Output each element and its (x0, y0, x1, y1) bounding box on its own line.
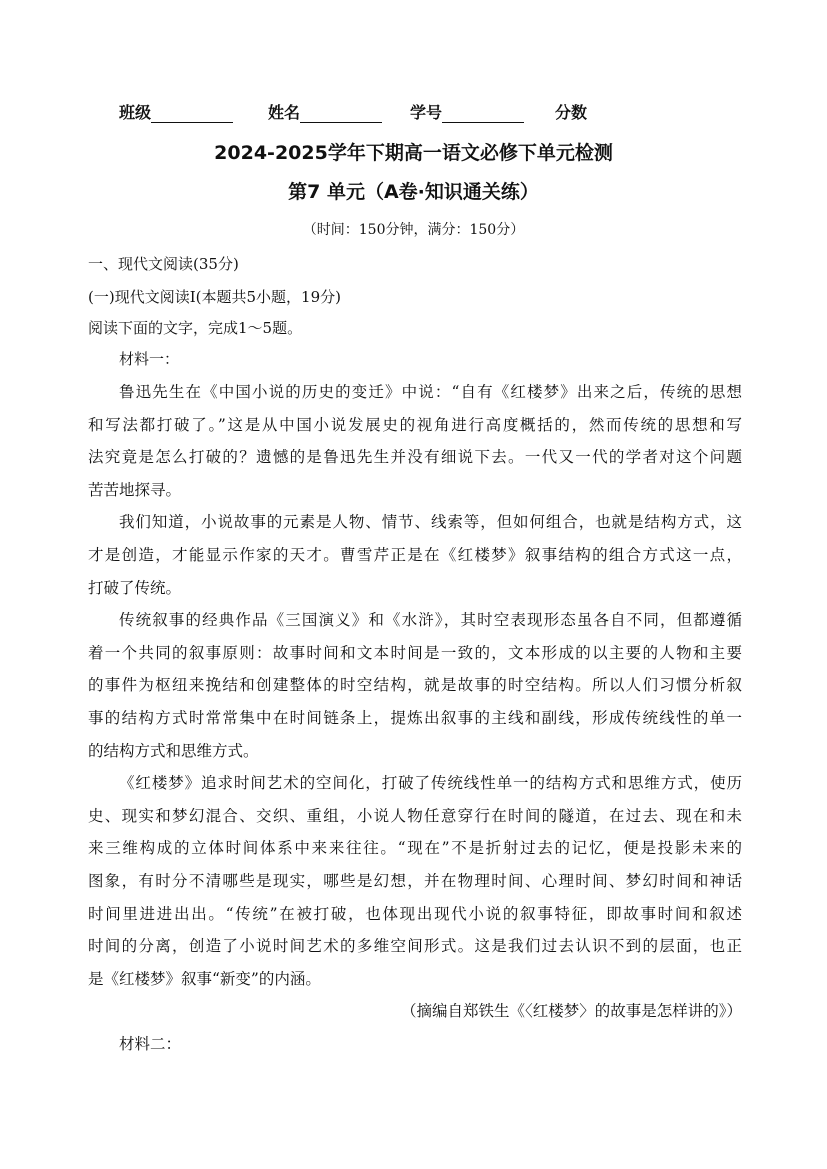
paragraph-line: 图象，有时分不清哪些是现实，哪些是幻想，并在物理时间、心理时间、梦幻时间和神话 (88, 871, 742, 890)
page-title: 2024-2025学年下期高一语文必修下单元检测 (214, 142, 613, 164)
paragraph-line: 时间的分离，创造了小说时间艺术的多维空间形式。这是我们过去认识不到的层面，也正 (88, 937, 742, 956)
subsection-heading: (一)现代文阅读Ⅰ(本题共5小题，19分) (88, 288, 341, 306)
paragraph-line: 打破了传统。 (88, 578, 182, 597)
class-field[interactable] (119, 100, 233, 123)
name-blank[interactable] (300, 106, 382, 123)
paragraph-line: 的事件为枢纽来挽结和创建整体的时空结构，就是故事的时空结构。所以人们习惯分析叙 (88, 676, 742, 695)
class-label: 班级 (119, 103, 152, 122)
student-id-field[interactable] (410, 100, 524, 123)
paragraph-line: 鲁迅先生在《中国小说的历史的变迁》中说：“自有《红楼梦》出来之后，传统的思想 (119, 383, 742, 401)
paragraph-line: 是《红楼梦》叙事“新变”的内涵。 (88, 969, 321, 988)
student-id-label: 学号 (410, 103, 443, 122)
paragraph-line: 《红楼梦》追求时间艺术的空间化，打破了传统线性单一的结构方式和思维方式，使历 (119, 774, 742, 793)
paragraph-line: 和写法都打破了。”这是从中国小说发展史的视角进行高度概括的，然而传统的思想和写 (88, 415, 742, 434)
passage-body (88, 376, 742, 1060)
paragraph-line: 苦苦地探寻。 (88, 480, 182, 499)
instruction: 阅读下面的文字，完成1～5题。 (88, 319, 303, 337)
section-heading: 一、现代文阅读(35分) (88, 255, 239, 273)
page-subtitle: 第7 单元（A卷·知识通关练） (288, 181, 539, 203)
score-label: 分数 (555, 103, 588, 122)
paragraph-line: 着一个共同的叙事原则：故事时间和文本时间是一致的，文本形成的以主要的人物和主要 (88, 643, 742, 662)
paragraph-line: 我们知道，小说故事的元素是人物、情节、线索等，但如何组合，也就是结构方式，这 (119, 513, 742, 532)
material-one-label: 材料一： (119, 350, 180, 368)
paragraph-line: 时间里进进出出。“传统”在被打破，也体现出现代小说的叙事特征，即故事时间和叙述 (88, 904, 742, 923)
paragraph-line: 事的结构方式时常常集中在时间链条上，提炼出叙事的主线和副线，形成传统线性的单一 (88, 708, 742, 727)
material-two-label: 材料二： (119, 1034, 182, 1053)
exam-info: （时间：150分钟，满分：150分） (302, 222, 525, 238)
paragraph-line: 史、现实和梦幻混合、交织、重组，小说人物任意穿行在时间的隧道，在过去、现在和未 (88, 806, 742, 825)
citation: （摘编自郑铁生《〈红楼梦〉的故事是怎样讲的》） (400, 1002, 742, 1021)
paragraph-line: 法究竟是怎么打破的？遗憾的是鲁迅先生并没有细说下去。一代又一代的学者对这个问题 (88, 448, 742, 467)
student-id-blank[interactable] (442, 106, 524, 123)
paragraph-line: 传统叙事的经典作品《三国演义》和《水浒》，其时空表现形态虽各自不同，但都遵循 (119, 611, 742, 630)
paragraph-line: 才是创造，才能显示作家的天才。曹雪芹正是在《红楼梦》叙事结构的组合方式这一点， (88, 545, 742, 564)
class-blank[interactable] (151, 106, 233, 123)
paragraph-line: 来三维构成的立体时间体系中来来往往。“现在”不是折射过去的记忆，便是投影未来的 (88, 839, 742, 858)
paragraph-line: 的结构方式和思维方式。 (88, 741, 259, 760)
name-field[interactable] (268, 100, 382, 123)
name-label: 姓名 (268, 103, 301, 122)
